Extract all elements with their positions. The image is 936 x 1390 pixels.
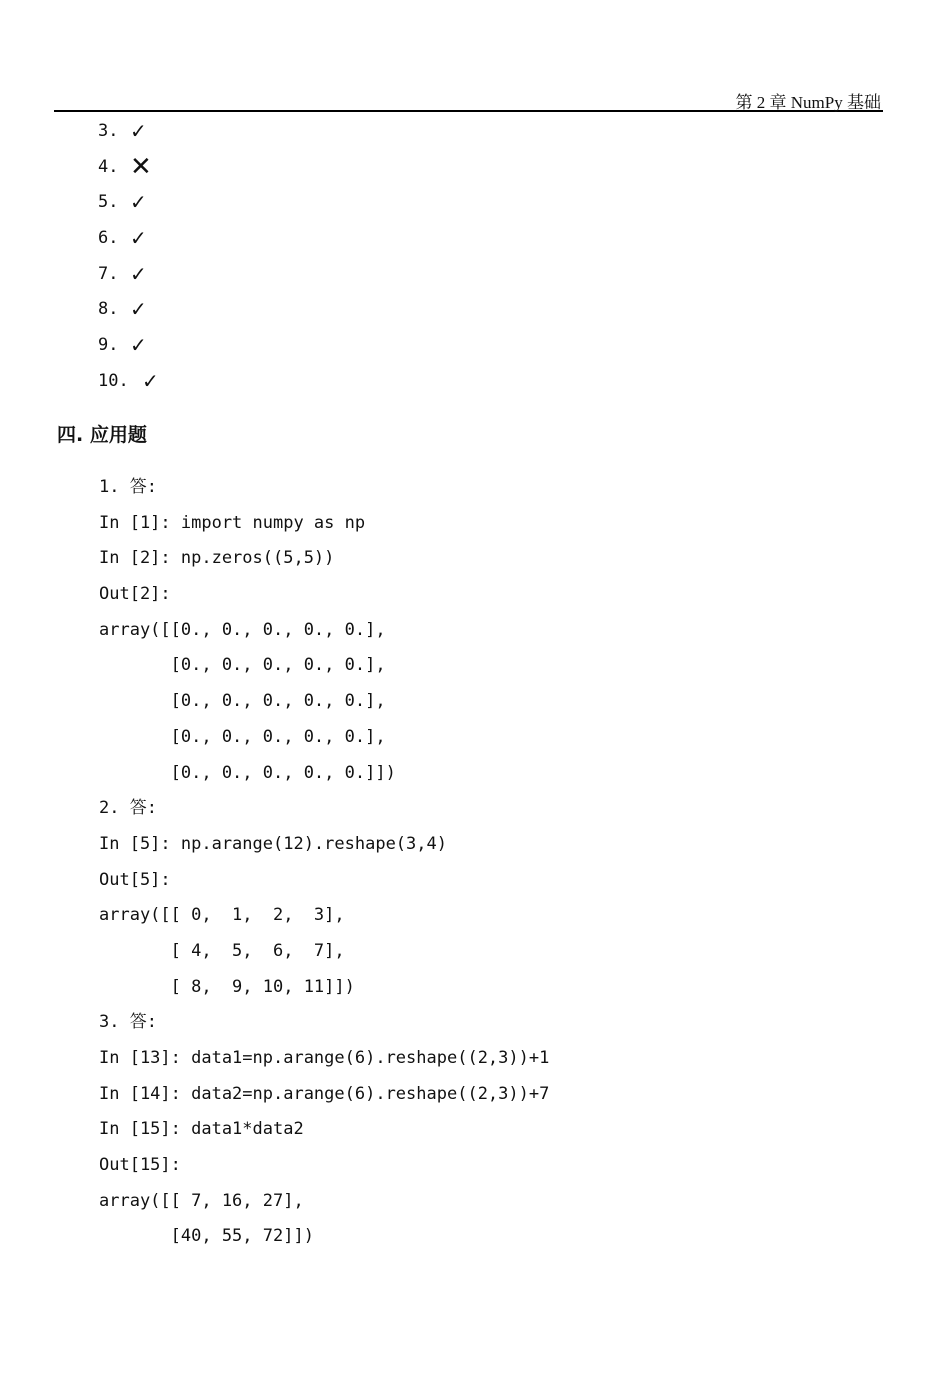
code-line: [0., 0., 0., 0., 0.]]) [99, 762, 396, 783]
code-line: array([[ 7, 16, 27], [99, 1190, 304, 1211]
check-icon: ✓ [130, 118, 147, 143]
code-line: 1. 答: [99, 477, 157, 497]
answer-number: 4. [98, 156, 119, 177]
answer-row [98, 256, 159, 292]
check-icon: ✓ [130, 261, 147, 286]
cross-icon: ✕ [130, 151, 152, 182]
code-line: In [2]: np.zeros((5,5)) [99, 548, 335, 569]
code-line: [ 8, 9, 10, 11]]) [99, 976, 355, 997]
code-line: Out[15]: [99, 1155, 181, 1176]
code-line: In [14]: data2=np.arange(6).reshape((2,3))+7 [99, 1083, 550, 1104]
answer-row [98, 149, 159, 185]
code-line: [0., 0., 0., 0., 0.], [99, 691, 386, 712]
answer-row [98, 291, 159, 327]
code-line: [40, 55, 72]]) [99, 1226, 314, 1247]
code-line: Out[5]: [99, 869, 171, 890]
check-icon: ✓ [130, 332, 147, 357]
answer-row [98, 220, 159, 256]
code-line: 2. 答: [99, 798, 157, 819]
answer-number: 8. [98, 299, 119, 320]
chapter-title: 第 2 章 NumPy 基础 [735, 93, 881, 112]
code-line: array([[ 0, 1, 2, 3], [99, 905, 345, 926]
code-line: In [5]: np.arange(12).reshape(3,4) [99, 833, 447, 854]
answer-number: 7. [98, 263, 119, 284]
check-icon: ✓ [130, 225, 147, 250]
answer-code-block [99, 470, 549, 1255]
answer-row [98, 113, 159, 149]
answer-row [98, 363, 159, 399]
answer-number: 9. [98, 334, 119, 355]
code-line: 3. 答: [99, 1012, 157, 1033]
code-line: In [1]: import numpy as np [99, 512, 366, 533]
answer-number: 3. [98, 120, 119, 141]
check-icon: ✓ [142, 368, 159, 393]
check-icon: ✓ [130, 190, 147, 215]
code-line: In [15]: data1*data2 [99, 1119, 304, 1140]
check-icon: ✓ [130, 297, 147, 322]
true-false-answers [98, 113, 159, 399]
code-line: array([[0., 0., 0., 0., 0.], [99, 619, 386, 640]
page-header [54, 84, 883, 112]
section-title: 四. 应用题 [57, 424, 147, 446]
code-line: [0., 0., 0., 0., 0.], [99, 726, 386, 747]
code-line: Out[2]: [99, 584, 171, 605]
answer-number: 6. [98, 227, 119, 248]
answer-number: 10. [98, 370, 129, 391]
code-line: In [13]: data1=np.arange(6).reshape((2,3))+1 [99, 1048, 550, 1068]
answer-row [98, 327, 159, 363]
code-line: [0., 0., 0., 0., 0.], [99, 655, 386, 676]
answer-row [98, 184, 159, 220]
answer-number: 5. [98, 192, 119, 213]
code-line: [ 4, 5, 6, 7], [99, 940, 345, 961]
